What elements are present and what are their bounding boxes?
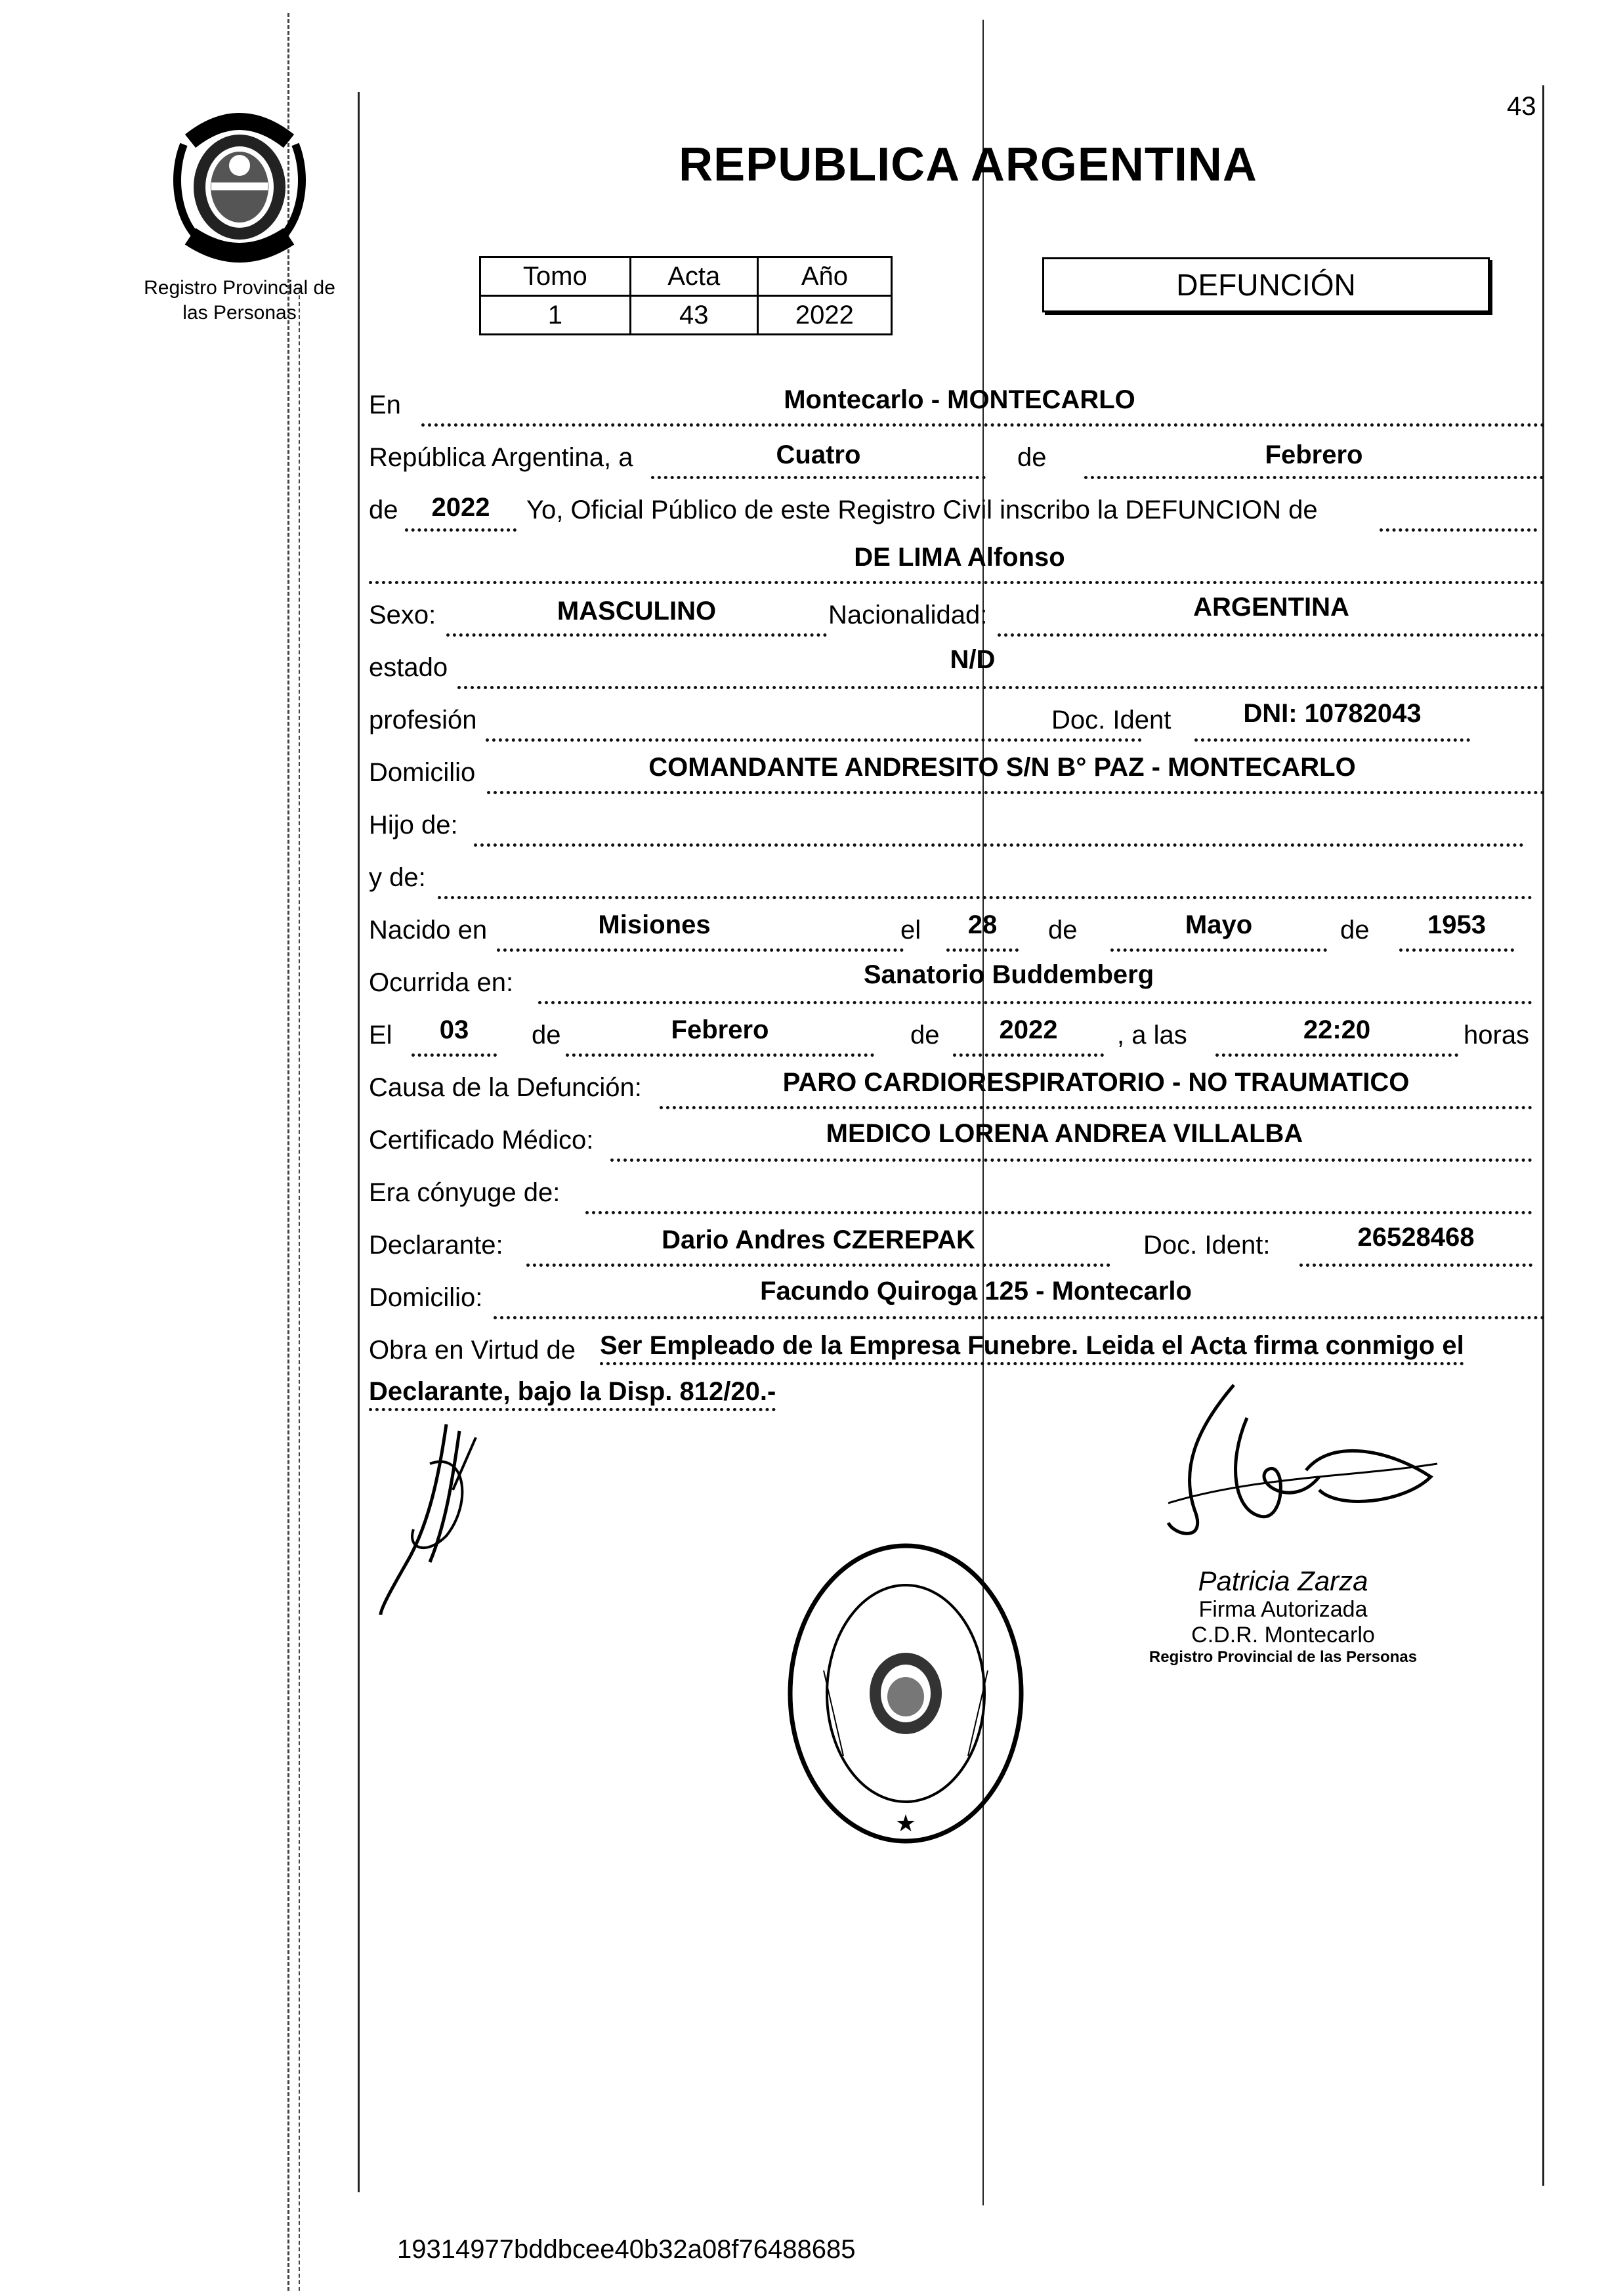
row-certificado — [369, 1116, 1545, 1162]
signatory-office: C.D.R. Montecarlo — [1191, 1623, 1375, 1648]
declarant-signature-icon — [368, 1411, 499, 1628]
row-deceased — [369, 538, 1545, 584]
obra-value-line-1: Ser Empleado de la Empresa Funebre. Leida el Acta firma conmigo el — [600, 1331, 1464, 1365]
declarant-signature — [368, 1411, 499, 1628]
en-value: Montecarlo - MONTECARLO — [784, 385, 1135, 414]
de4-label: de — [1340, 916, 1370, 945]
doc-label: Doc. Ident — [1051, 706, 1171, 734]
registry-caption — [131, 276, 348, 326]
seal-emblem-icon — [164, 105, 315, 263]
nacido-value: Misiones — [598, 910, 711, 939]
signature-block — [1103, 1565, 1464, 1667]
row-statement — [369, 486, 1545, 532]
yde-label: y de: — [369, 863, 426, 892]
conyuge-dotted-line — [585, 1211, 1532, 1214]
signatory-registry: Registro Provincial de las Personas — [1149, 1648, 1418, 1666]
nacionalidad-dotted-line — [998, 633, 1545, 637]
row-en — [369, 381, 1545, 427]
ocurrida-value: Sanatorio Buddemberg — [863, 960, 1154, 989]
death-month-dotted-line — [566, 1053, 874, 1057]
birth-year-value: 1953 — [1427, 910, 1486, 939]
de2-label: de — [369, 496, 398, 524]
obra-label: Obra en Virtud de — [369, 1336, 576, 1365]
death-year-value: 2022 — [999, 1015, 1058, 1044]
day-value: Cuatro — [776, 440, 861, 469]
conyuge-label: Era cónyuge de: — [369, 1178, 560, 1207]
signatory-name: Patricia Zarza — [1198, 1565, 1368, 1596]
row-estado — [369, 643, 1545, 689]
record-value-acta: 43 — [630, 296, 757, 335]
row-declarante — [369, 1221, 1545, 1267]
republica-label: República Argentina, a — [369, 443, 633, 472]
row-yde — [369, 853, 1545, 899]
el2-label: El — [369, 1021, 392, 1050]
doc2-value: 26528468 — [1357, 1223, 1475, 1252]
sexo-dotted-line — [446, 633, 827, 637]
death-day-dotted-line — [412, 1053, 497, 1057]
document-hash: 19314977bddbcee40b32a08f76488685 — [397, 2235, 856, 2264]
statement-text: Yo, Oficial Público de este Registro Civil inscribo la DEFUNCION de — [526, 496, 1318, 524]
year-dotted-line — [405, 528, 517, 532]
registry-caption-line-1: Registro Provincial de — [144, 277, 335, 299]
nacionalidad-value: ARGENTINA — [1193, 593, 1349, 622]
doc-dotted-line — [1194, 738, 1470, 742]
de5-label: de — [532, 1021, 561, 1050]
row-domicilio — [369, 748, 1545, 794]
row-sexo — [369, 591, 1545, 637]
domicilio-dotted-line — [487, 791, 1545, 794]
row-causa — [369, 1063, 1545, 1109]
nacido-dotted-line — [497, 948, 904, 952]
deceased-name: DE LIMA Alfonso — [854, 543, 1065, 572]
doc-value: DNI: 10782043 — [1243, 699, 1422, 728]
sexo-value: MASCULINO — [557, 597, 717, 626]
record-table — [479, 256, 893, 335]
center-fold-line — [982, 20, 984, 2205]
hijo-label: Hijo de: — [369, 811, 458, 840]
causa-dotted-line — [660, 1106, 1532, 1109]
left-margin-line — [358, 92, 360, 2192]
deceased-dotted-line — [369, 581, 1545, 584]
birth-month-dotted-line — [1110, 948, 1327, 952]
row-ocurrida — [369, 958, 1545, 1004]
death-time-dotted-line — [1215, 1053, 1458, 1057]
birth-day-value: 28 — [967, 910, 998, 939]
certificado-dotted-line — [610, 1159, 1532, 1162]
row-domicilio2 — [369, 1273, 1545, 1319]
signatory-title: Firma Autorizada — [1198, 1597, 1368, 1622]
estado-label: estado — [369, 653, 448, 682]
record-header-tomo: Tomo — [480, 257, 631, 296]
nacido-label: Nacido en — [369, 916, 488, 945]
alas-label: , a las — [1117, 1021, 1187, 1050]
sexo-label: Sexo: — [369, 601, 436, 629]
month-dotted-line — [1084, 476, 1544, 479]
causa-label: Causa de la Defunción: — [369, 1073, 642, 1102]
record-value-ano: 2022 — [757, 296, 891, 335]
hijo-dotted-line — [474, 843, 1524, 847]
birth-month-value: Mayo — [1185, 910, 1253, 939]
act-type-label: DEFUNCIÓN — [1176, 268, 1356, 302]
svg-text:★: ★ — [895, 1810, 917, 1837]
declarante-value: Dario Andres CZEREPAK — [662, 1225, 975, 1254]
estado-dotted-line — [457, 686, 1545, 689]
profesion-dotted-line — [486, 738, 1142, 742]
record-header-acta: Acta — [630, 257, 757, 296]
obra-value-line-2: Declarante, bajo la Disp. 812/20.- — [369, 1377, 776, 1411]
registry-caption-line-2: las Personas — [182, 302, 297, 324]
domicilio2-label: Domicilio: — [369, 1283, 483, 1312]
ocurrida-dotted-line — [538, 1001, 1532, 1004]
doc2-dotted-line — [1299, 1264, 1532, 1267]
death-day-value: 03 — [439, 1015, 469, 1044]
record-header-ano: Año — [757, 257, 891, 296]
official-stamp-icon — [784, 1539, 1027, 1848]
year-value: 2022 — [431, 493, 490, 522]
page-title: REPUBLICA ARGENTINA — [679, 138, 1257, 191]
nacionalidad-label: Nacionalidad: — [828, 601, 988, 629]
domicilio2-value: Facundo Quiroga 125 - Montecarlo — [760, 1277, 1192, 1306]
doc2-label: Doc. Ident: — [1143, 1231, 1271, 1260]
estado-value: N/D — [950, 645, 996, 674]
en-label: En — [369, 391, 401, 419]
profesion-label: profesión — [369, 706, 477, 734]
domicilio-label: Domicilio — [369, 758, 476, 787]
provincial-seal-emblem — [164, 105, 315, 263]
birth-year-dotted-line — [1399, 948, 1514, 952]
domicilio-value: COMANDANTE ANDRESITO S/N B° PAZ - MONTECARLO — [648, 753, 1356, 782]
declarante-dotted-line — [526, 1264, 1110, 1267]
ocurrida-label: Ocurrida en: — [369, 968, 514, 997]
declarante-label: Declarante: — [369, 1231, 503, 1260]
en-dotted-line — [421, 423, 1545, 427]
certificado-value: MEDICO LORENA ANDREA VILLALBA — [826, 1119, 1303, 1148]
record-table-header-row — [480, 257, 892, 296]
row-obra — [369, 1326, 1545, 1372]
de-label: de — [1017, 443, 1047, 472]
statement-dotted-line — [1380, 528, 1537, 532]
de3-label: de — [1048, 916, 1078, 945]
act-type-box — [1042, 257, 1490, 312]
birth-day-dotted-line — [946, 948, 1019, 952]
record-value-tomo: 1 — [480, 296, 631, 335]
yde-dotted-line — [438, 896, 1532, 899]
row-death-date — [369, 1011, 1545, 1057]
row-nacido — [369, 906, 1545, 952]
death-year-dotted-line — [953, 1053, 1104, 1057]
binding-dash-line-2 — [299, 289, 300, 2291]
horas-label: horas — [1464, 1021, 1530, 1050]
de6-label: de — [910, 1021, 940, 1050]
page-number: 43 — [1507, 92, 1536, 121]
authorized-signature — [1155, 1378, 1444, 1549]
month-value: Febrero — [1265, 440, 1363, 469]
death-time-value: 22:20 — [1303, 1015, 1371, 1044]
causa-value: PARO CARDIORESPIRATORIO - NO TRAUMATICO — [782, 1068, 1410, 1097]
row-conyuge — [369, 1168, 1545, 1214]
binding-dash-line-1 — [287, 13, 289, 2291]
record-table-value-row — [480, 296, 892, 335]
domicilio2-dotted-line — [494, 1316, 1545, 1319]
row-date — [369, 433, 1545, 479]
row-hijo — [369, 801, 1545, 847]
day-dotted-line — [651, 476, 986, 479]
death-month-value: Febrero — [671, 1015, 769, 1044]
el-label: el — [900, 916, 921, 945]
authorized-signature-icon — [1155, 1378, 1444, 1549]
row-profesion — [369, 696, 1545, 742]
official-stamp — [784, 1539, 1027, 1848]
certificado-label: Certificado Médico: — [369, 1126, 594, 1155]
